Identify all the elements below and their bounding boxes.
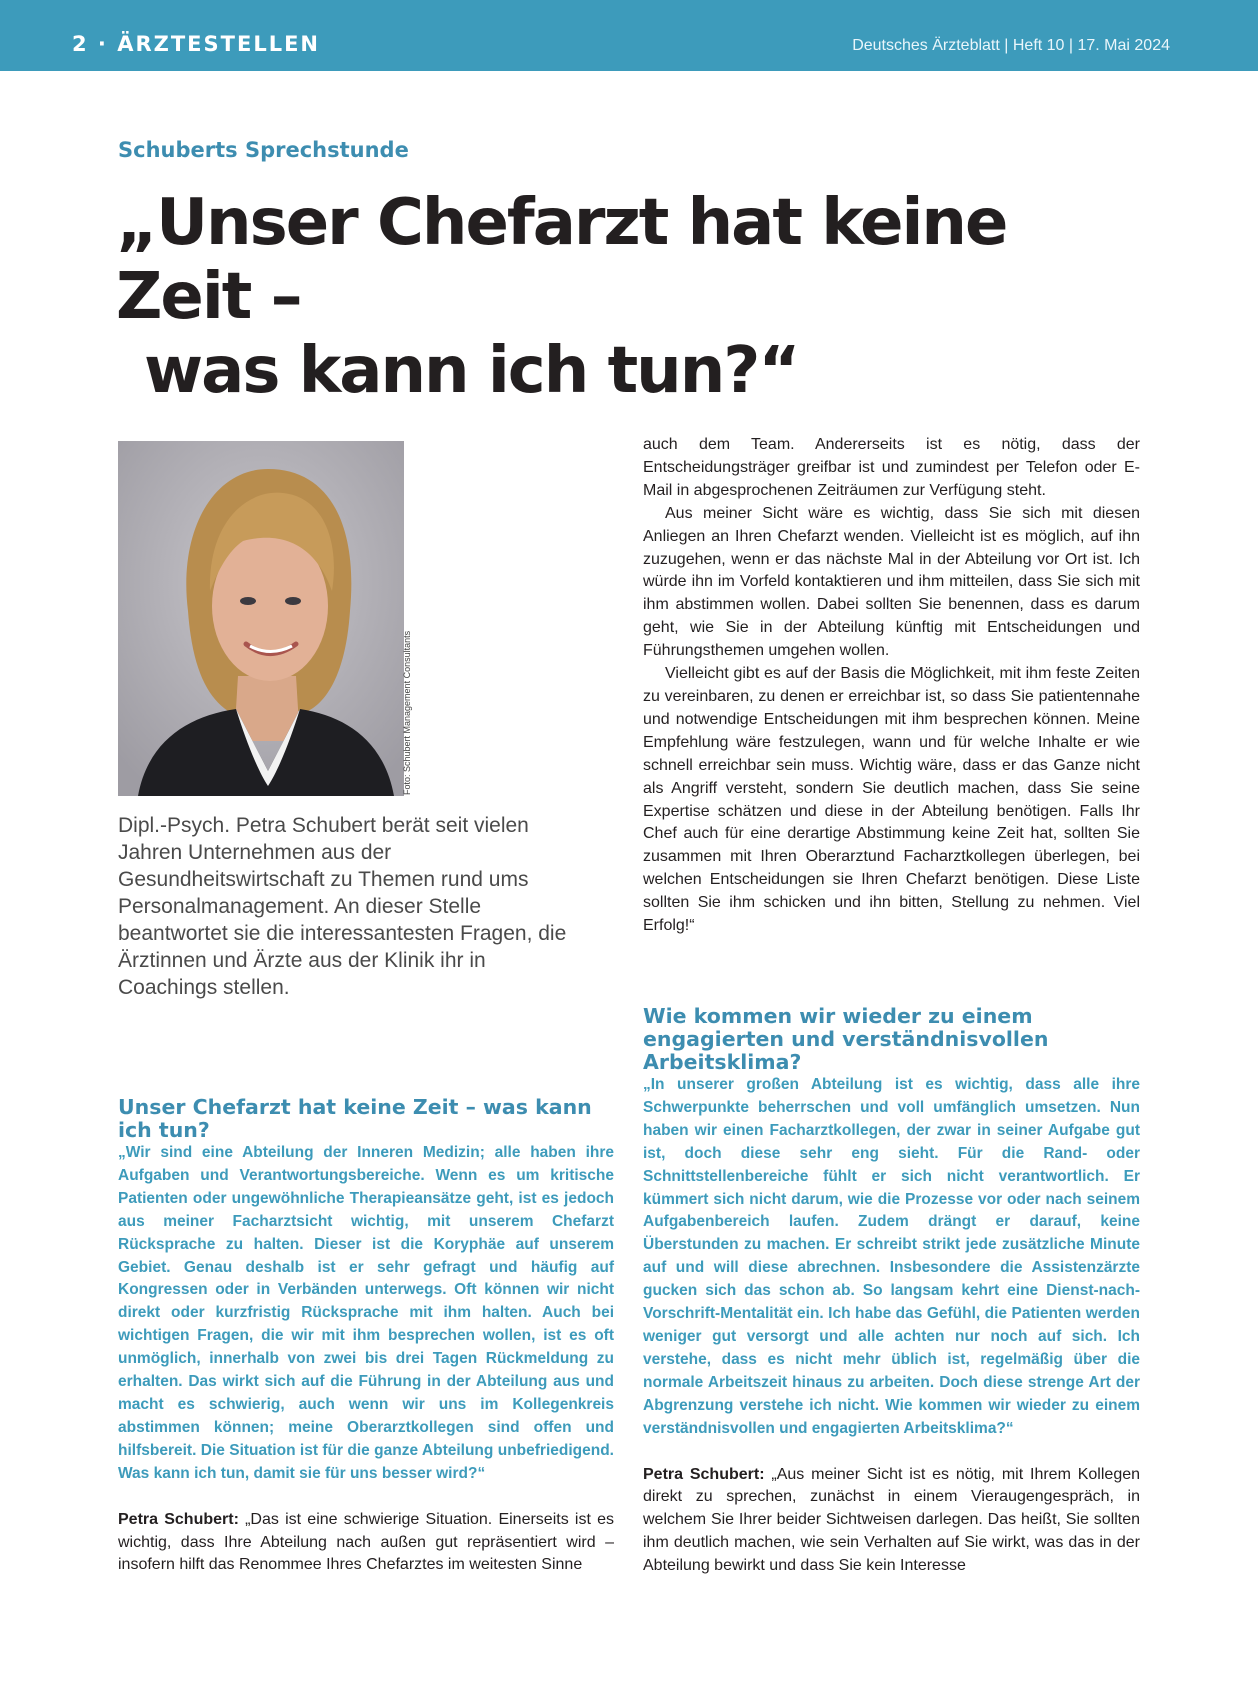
header-bar — [0, 0, 1258, 71]
left-column — [118, 1096, 614, 1577]
journal-info: Deutsches Ärzteblatt | Heft 10 | 17. Mai 2024 — [852, 37, 1170, 54]
column-kicker: Schuberts Sprechstunde — [118, 138, 409, 162]
answer-1-speaker: Petra Schubert: — [118, 1510, 239, 1528]
author-photo — [118, 441, 404, 796]
answer-2-start — [643, 1464, 1140, 1579]
right-column-top — [643, 434, 1140, 938]
portrait-illustration — [118, 441, 404, 796]
headline-line-2: was kann ich tun?“ — [144, 334, 799, 408]
question-2-text: „In unserer großen Abteilung ist es wichtig, dass alle ihre Schwerpunkte beherrschen und voll umfänglich umsetzen. Nun haben wir einen Facharztkollegen, der zwar in seiner Aufgabe gut ist, doch diese sehr eng sieht. Für die Rand- oder Schnittstellenbereiche fühlt er sich nicht verantwortlich. Er kümmert sich nicht darum, wie die Prozesse vor oder nach seinem Aufgabenbereich laufen. Zudem drängt er darauf, keine Überstunden zu machen. Er schreibt strikt jede zusätzliche Minute auf und will diese abrechnen. Insbesondere die Assistenzärzte gucken sich das schon ab. So langsam kehrt eine Dienst-nach-Vorschrift-Mentalität ein. Ich habe das Gefühl, die Patienten werden weniger gut versorgt und alle achten nur noch auf sich. Ich verstehe, dass es nicht mehr üblich ist, regelmäßig über die normale Arbeitszeit hinaus zu arbeiten. Doch diese strenge Art der Abgrenzung verstehe ich nicht. Wie kommen wir wieder zu einem verständnisvollen und engagierten Arbeitsklima?“ — [643, 1076, 1140, 1437]
answer-1-part-2: auch dem Team. Andererseits ist es nötig, dass der Entscheidungsträger greifbar ist und zumindest per Telefon oder E-Mail in abgesprochenen Zeiträumen zur Verfügung steht. — [643, 436, 1140, 499]
answer-1-paragraph-2: Aus meiner Sicht wäre es wichtig, dass Sie sich mit diesen Anliegen an Ihren Chefarzt wenden. Vielleicht ist es möglich, auf ihn zuzugehen, wenn er das nächste Mal in der Abteilung vor Ort ist. Ich würde ihn im Vorfeld kontaktieren und ihm mitteilen, dass Sie sich mit ihm abstimmen wollen. Dabei sollten Sie benennen, dass es darum geht, wie Sie in der Abteilung künftig mit Entscheidungen und Führungsthemen umgehen wollen. — [643, 504, 1140, 660]
answer-2-speaker: Petra Schubert: — [643, 1465, 765, 1483]
answer-2-text: „Aus meiner Sicht ist es nötig, mit Ihrem Kollegen direkt zu sprechen, zunächst in einem Vieraugengespräch, in welchem Sie Ihrer beider Sichtweisen darlegen. Das heißt, Sie sollten ihm deutlich machen, wie sein Verhalten auf Sie wirkt, was das in der Abteilung bewirkt und dass Sie kein Interesse — [643, 1465, 1141, 1575]
page-number: 2 · ÄRZTESTELLEN — [72, 32, 321, 56]
answer-1-paragraph-3: Vielleicht gibt es auf der Basis die Möglichkeit, mit ihm feste Zeiten zu vereinbaren, zu denen er erreichbar ist, so dass Sie patientennahe und notwendige Entscheidungen mit ihm besprechen können. Meine Empfehlung wäre festzulegen, wann und für welche Inhalte er wie schnell erreichbar sein muss. Wichtig wäre, dass er das Ganze nicht als Angriff versteht, sondern Sie deutlich machen, dass Sie seine Expertise schätzen und diese in der Abteilung benötigen. Falls Ihr Chef auch für eine derartige Abstimmung keine Zeit hat, sollten Sie zusammen mit Ihren Oberarztund Facharztkollegen überlegen, bei welchen Entscheidungen sie Ihren Chefarzt benötigen. Diese Liste sollten Sie ihm schicken und ihn bitten, Stellung zu nehmen. Viel Erfolg!“ — [643, 665, 1140, 935]
question-1-heading: Unser Chefarzt hat keine Zeit – was kann ich tun? — [118, 1095, 592, 1142]
answer-1-start — [118, 1509, 614, 1578]
headline — [116, 186, 1116, 408]
right-column-bottom — [643, 1005, 1140, 1578]
answer-1-part-1: „Das ist eine schwierige Situation. Einerseits ist es wichtig, dass Ihre Abteilung nach außen gut repräsentiert wird – insofern hilft das Renommee Ihres Chefarztes im weitesten Sinne — [118, 1510, 615, 1574]
headline-line-1: „Unser Chefarzt hat keine Zeit – — [116, 186, 1007, 334]
photo-credit: Foto: Schubert Management Consultants — [402, 630, 412, 795]
question-2-heading: Wie kommen wir wieder zu einem engagierten und verständnisvollen Arbeitsklima? — [643, 1004, 1049, 1074]
question-1-text: „Wir sind eine Abteilung der Inneren Medizin; alle haben ihre Aufgaben und Verantwortungsbereiche. Wenn es um kritische Patienten oder ungewöhnliche Therapieansätze geht, ist es jedoch aus meiner Facharztsicht wichtig, mit unserem Chefarzt Rücksprache zu halten. Dieser ist die Koryphäe auf unserem Gebiet. Genau deshalb ist er sehr gefragt und häufig auf Kongressen oder in Verbänden unterwegs. Oft können wir nicht direkt oder kurzfristig Rücksprache mit ihm halten. Auch bei wichtigen Fragen, die wir mit ihm besprechen wollen, ist es oft unmöglich, innerhalb von zwei bis drei Tagen Rückmeldung zu erhalten. Das wirkt sich auf die Führung in der Abteilung aus und macht es schwierig, auch wenn wir uns im Kollegenkreis abstimmen können; meine Oberarztkollegen sind offen und hilfsbereit. Die Situation ist für die ganze Abteilung unbefriedigend. Was kann ich tun, damit sie für uns besser wird?“ — [118, 1144, 614, 1482]
author-bio: Dipl.-Psych. Petra Schubert berät seit vielen Jahren Unternehmen aus der Gesundheitswirtschaft zu Themen rund ums Personalmanagement. An dieser Stelle beantwortet sie die interessantesten Fragen, die Ärztinnen und Ärzte aus der Klinik ihr in Coachings stellen. — [118, 814, 567, 999]
